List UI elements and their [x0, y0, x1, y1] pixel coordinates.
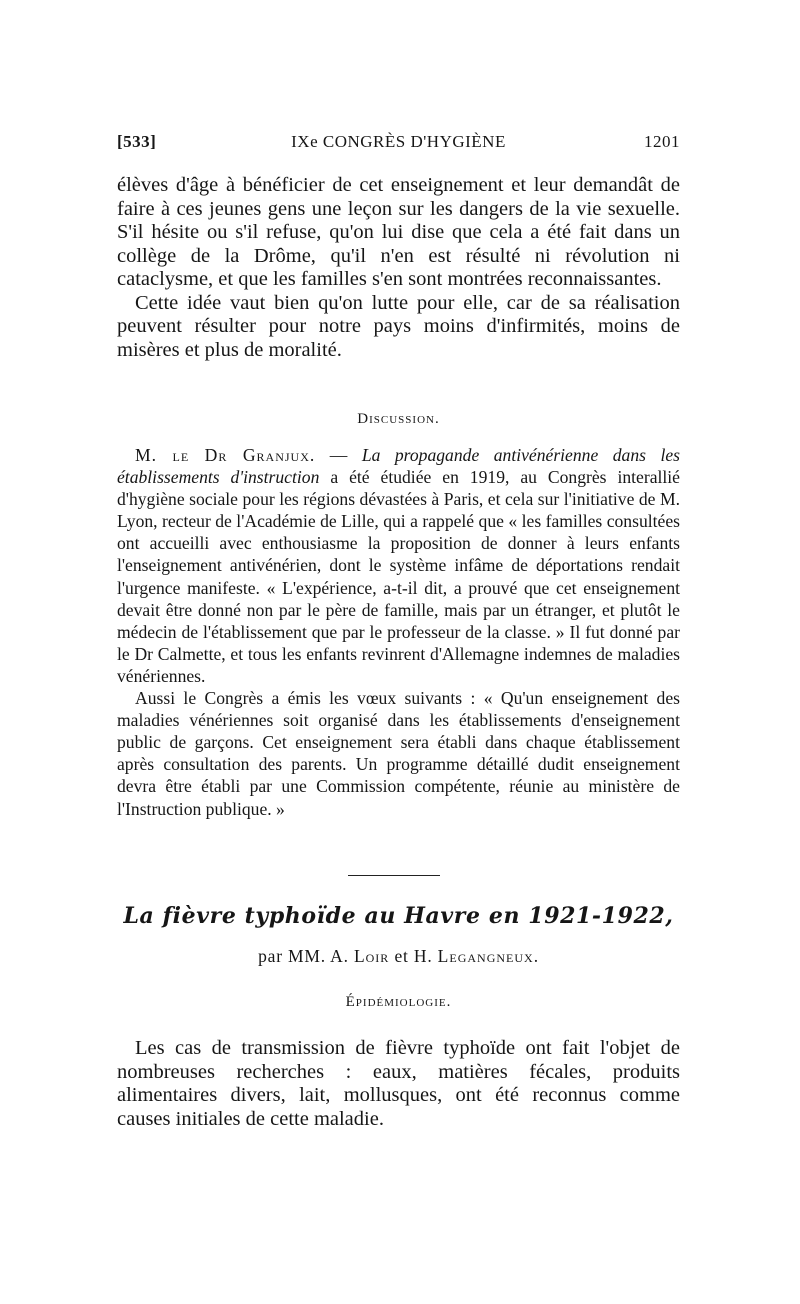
discussion-topic: La propagande antivénérienne dans les établissements d'instruction: [117, 445, 681, 488]
article-authors: [117, 946, 680, 967]
authors-and: et H.: [389, 946, 438, 966]
section-divider: [348, 875, 440, 876]
article-title: La fièvre typhoïde au Havre en 1921-1922,: [123, 903, 674, 929]
discussion-heading: Discussion.: [357, 411, 440, 427]
page-number: 1201: [644, 132, 680, 151]
authors-prefix: par MM. A.: [258, 946, 354, 966]
discussion-body-1: a été étudiée en 1919, au Congrès interallié d'hygiène sociale pour les régions dévastées à Paris, et cela sur l'initiative de M. Lyon, recteur de l'Académie de Lille, qui a rappelé que « les familles consultées ont accueilli avec enthousiasme la proposition de donner à leurs enfants l'enseignement antivénérien, dont le système infâme de déportations rendait l'urgence manifeste. « L'expérience, a-t-il dit, a prouvé que cet enseignement devait être donné non par le père de famille, mais par un étranger, et plutôt le médecin de l'établissement que par le professeur de la classe. » Il fut donné par le Dr Calmette, et tous les enfants revinrent d'Allemagne indemnes de maladies vénériennes.: [117, 467, 680, 686]
intro-text: [117, 174, 680, 362]
speaker-name: M. le Dr Granjux.: [135, 445, 316, 465]
discussion-text: [117, 444, 680, 820]
running-title: IXe CONGRÈS D'HYGIÈNE: [291, 132, 506, 151]
article-paragraph: Les cas de transmission de fièvre typhoïde ont fait l'objet de nombreuses recherches : eaux, matières fécales, produits alimentaires divers, lait, mollusques, ont été reconnus comme causes initiales de cette maladie.: [117, 1037, 680, 1130]
discussion-paragraph-1: [117, 444, 680, 687]
discussion-paragraph-2: Aussi le Congrès a émis les vœux suivants : « Qu'un enseignement des maladies vénériennes soit organisé dans les établissements d'enseignement public de garçons. Cet enseignement sera établi dans chaque établissement après consultation des parents. Un programme détaillé dudit enseignement devra être établi par une Commission compétente, réunie au ministère de l'Instruction publique. »: [117, 688, 680, 819]
intro-paragraph-2: Cette idée vaut bien qu'on lutte pour elle, car de sa réalisation peuvent résulter pour notre pays moins d'infirmités, moins de misères et plus de moralité.: [117, 291, 680, 361]
author-loir: Loir: [353, 946, 390, 966]
authors-suffix: .: [533, 946, 539, 966]
author-legangneux: Legangneux: [437, 946, 534, 966]
article-text: [117, 1037, 680, 1131]
dash: —: [315, 445, 362, 465]
bracket-page-number: [533]: [117, 132, 157, 151]
intro-paragraph-1: élèves d'âge à bénéficier de cet enseignement et leur demandât de faire à ces jeunes gens une leçon sur les dangers de la vie sexuelle. S'il hésite ou s'il refuse, qu'on lui dise que cela a été fait dans un collège de la Drôme, qu'il n'en est résulté ni révolution ni cataclysme, et que les familles s'en sont montrées reconnaissantes.: [117, 174, 680, 290]
section-heading: Épidémiologie.: [345, 994, 452, 1010]
